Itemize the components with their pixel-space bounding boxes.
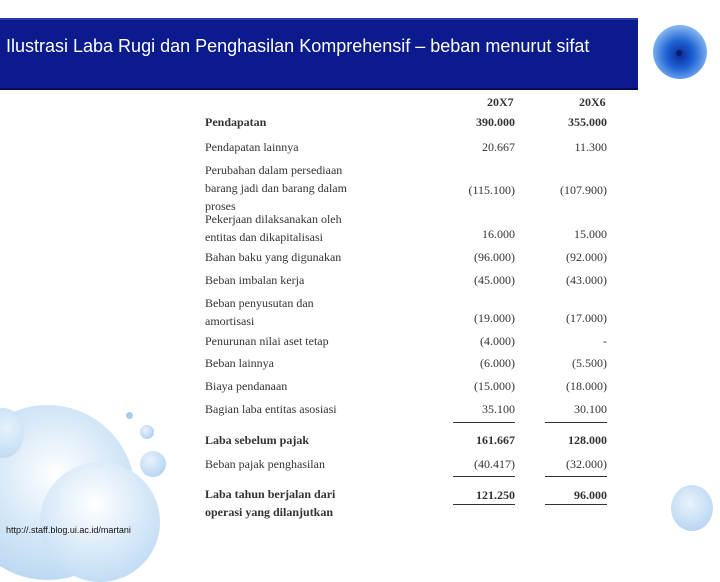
row-label-pendapatan: Pendapatan bbox=[205, 115, 267, 129]
row-value-20x7: (15.000) bbox=[474, 379, 515, 393]
row-value-20x7: (6.000) bbox=[480, 356, 515, 370]
row-value-20x7: 161.667 bbox=[476, 433, 515, 447]
row-value-20x7: (45.000) bbox=[474, 273, 515, 287]
row-value-20x6: - bbox=[603, 334, 607, 348]
subtotal-rule bbox=[453, 476, 515, 477]
row-value-20x7: 390.000 bbox=[476, 115, 515, 129]
row-label-biaya-pendanaan: Biaya pendanaan bbox=[205, 379, 288, 393]
row-label-bagian-laba-asosiasi: Bagian laba entitas asosiasi bbox=[205, 402, 337, 416]
decorative-bubble-medium bbox=[140, 451, 166, 477]
total-rule bbox=[453, 504, 515, 505]
row-value-20x7: 16.000 bbox=[482, 227, 515, 241]
row-label-pendapatan-lainnya: Pendapatan lainnya bbox=[205, 140, 299, 154]
row-value-20x6: 30.100 bbox=[574, 402, 607, 416]
row-value-20x6: (32.000) bbox=[566, 457, 607, 471]
income-statement-table bbox=[197, 91, 624, 524]
subtotal-rule bbox=[545, 476, 607, 477]
subtotal-rule bbox=[545, 422, 607, 423]
row-label-beban-penyusutan: Beban penyusutan dan amortisasi bbox=[205, 296, 314, 328]
row-label-beban-lainnya: Beban lainnya bbox=[205, 356, 274, 370]
logo-center-dot bbox=[676, 50, 682, 56]
row-value-20x7: (4.000) bbox=[480, 334, 515, 348]
column-header-20x6: 20X6 bbox=[579, 95, 606, 109]
decorative-bubble-large-2 bbox=[40, 462, 160, 582]
row-value-20x6: (5.500) bbox=[572, 356, 607, 370]
row-value-20x6: (107.900) bbox=[560, 183, 607, 197]
row-label-bahan-baku: Bahan baku yang digunakan bbox=[205, 250, 342, 264]
slide-title: Ilustrasi Laba Rugi dan Penghasilan Komprehensif – beban menurut sifat bbox=[6, 36, 590, 56]
row-label-perubahan-persediaan: Perubahan dalam persediaan barang jadi dan barang dalam proses bbox=[205, 163, 347, 213]
row-label-beban-pajak: Beban pajak penghasilan bbox=[205, 457, 325, 471]
row-value-20x7: 121.250 bbox=[476, 488, 515, 502]
subtotal-rule bbox=[453, 422, 515, 423]
row-label-laba-sebelum-pajak: Laba sebelum pajak bbox=[205, 433, 310, 447]
row-label-beban-imbalan-kerja: Beban imbalan kerja bbox=[205, 273, 305, 287]
row-value-20x6: (43.000) bbox=[566, 273, 607, 287]
row-value-20x7: 20.667 bbox=[482, 140, 515, 154]
row-value-20x7: (19.000) bbox=[474, 311, 515, 325]
row-value-20x6: 128.000 bbox=[568, 433, 607, 447]
decorative-bubble-right bbox=[671, 485, 713, 531]
row-value-20x7: (115.100) bbox=[468, 183, 515, 197]
row-value-20x6: 355.000 bbox=[568, 115, 607, 129]
row-value-20x6: (92.000) bbox=[566, 250, 607, 264]
row-label-laba-tahun-berjalan: Laba tahun berjalan dari operasi yang dilanjutkan bbox=[205, 487, 336, 519]
row-value-20x7: (40.417) bbox=[474, 457, 515, 471]
row-value-20x6: (18.000) bbox=[566, 379, 607, 393]
total-rule bbox=[545, 504, 607, 505]
row-label-pekerjaan-dikapitalisasi: Pekerjaan dilaksanakan oleh entitas dan dikapitalisasi bbox=[205, 212, 342, 244]
row-value-20x6: 15.000 bbox=[574, 227, 607, 241]
slide-title-bar bbox=[0, 18, 638, 90]
row-label-penurunan-nilai-aset: Penurunan nilai aset tetap bbox=[205, 334, 329, 348]
footer-url: http://.staff.blog.ui.ac.id/martani bbox=[6, 525, 131, 535]
decorative-bubble-small bbox=[140, 425, 154, 439]
column-header-20x7: 20X7 bbox=[487, 95, 514, 109]
row-value-20x7: 35.100 bbox=[482, 402, 515, 416]
row-value-20x6: 96.000 bbox=[574, 488, 607, 502]
decorative-bubble-tiny bbox=[126, 412, 133, 419]
row-value-20x6: (17.000) bbox=[566, 311, 607, 325]
row-value-20x6: 11.300 bbox=[574, 140, 607, 154]
row-value-20x7: (96.000) bbox=[474, 250, 515, 264]
